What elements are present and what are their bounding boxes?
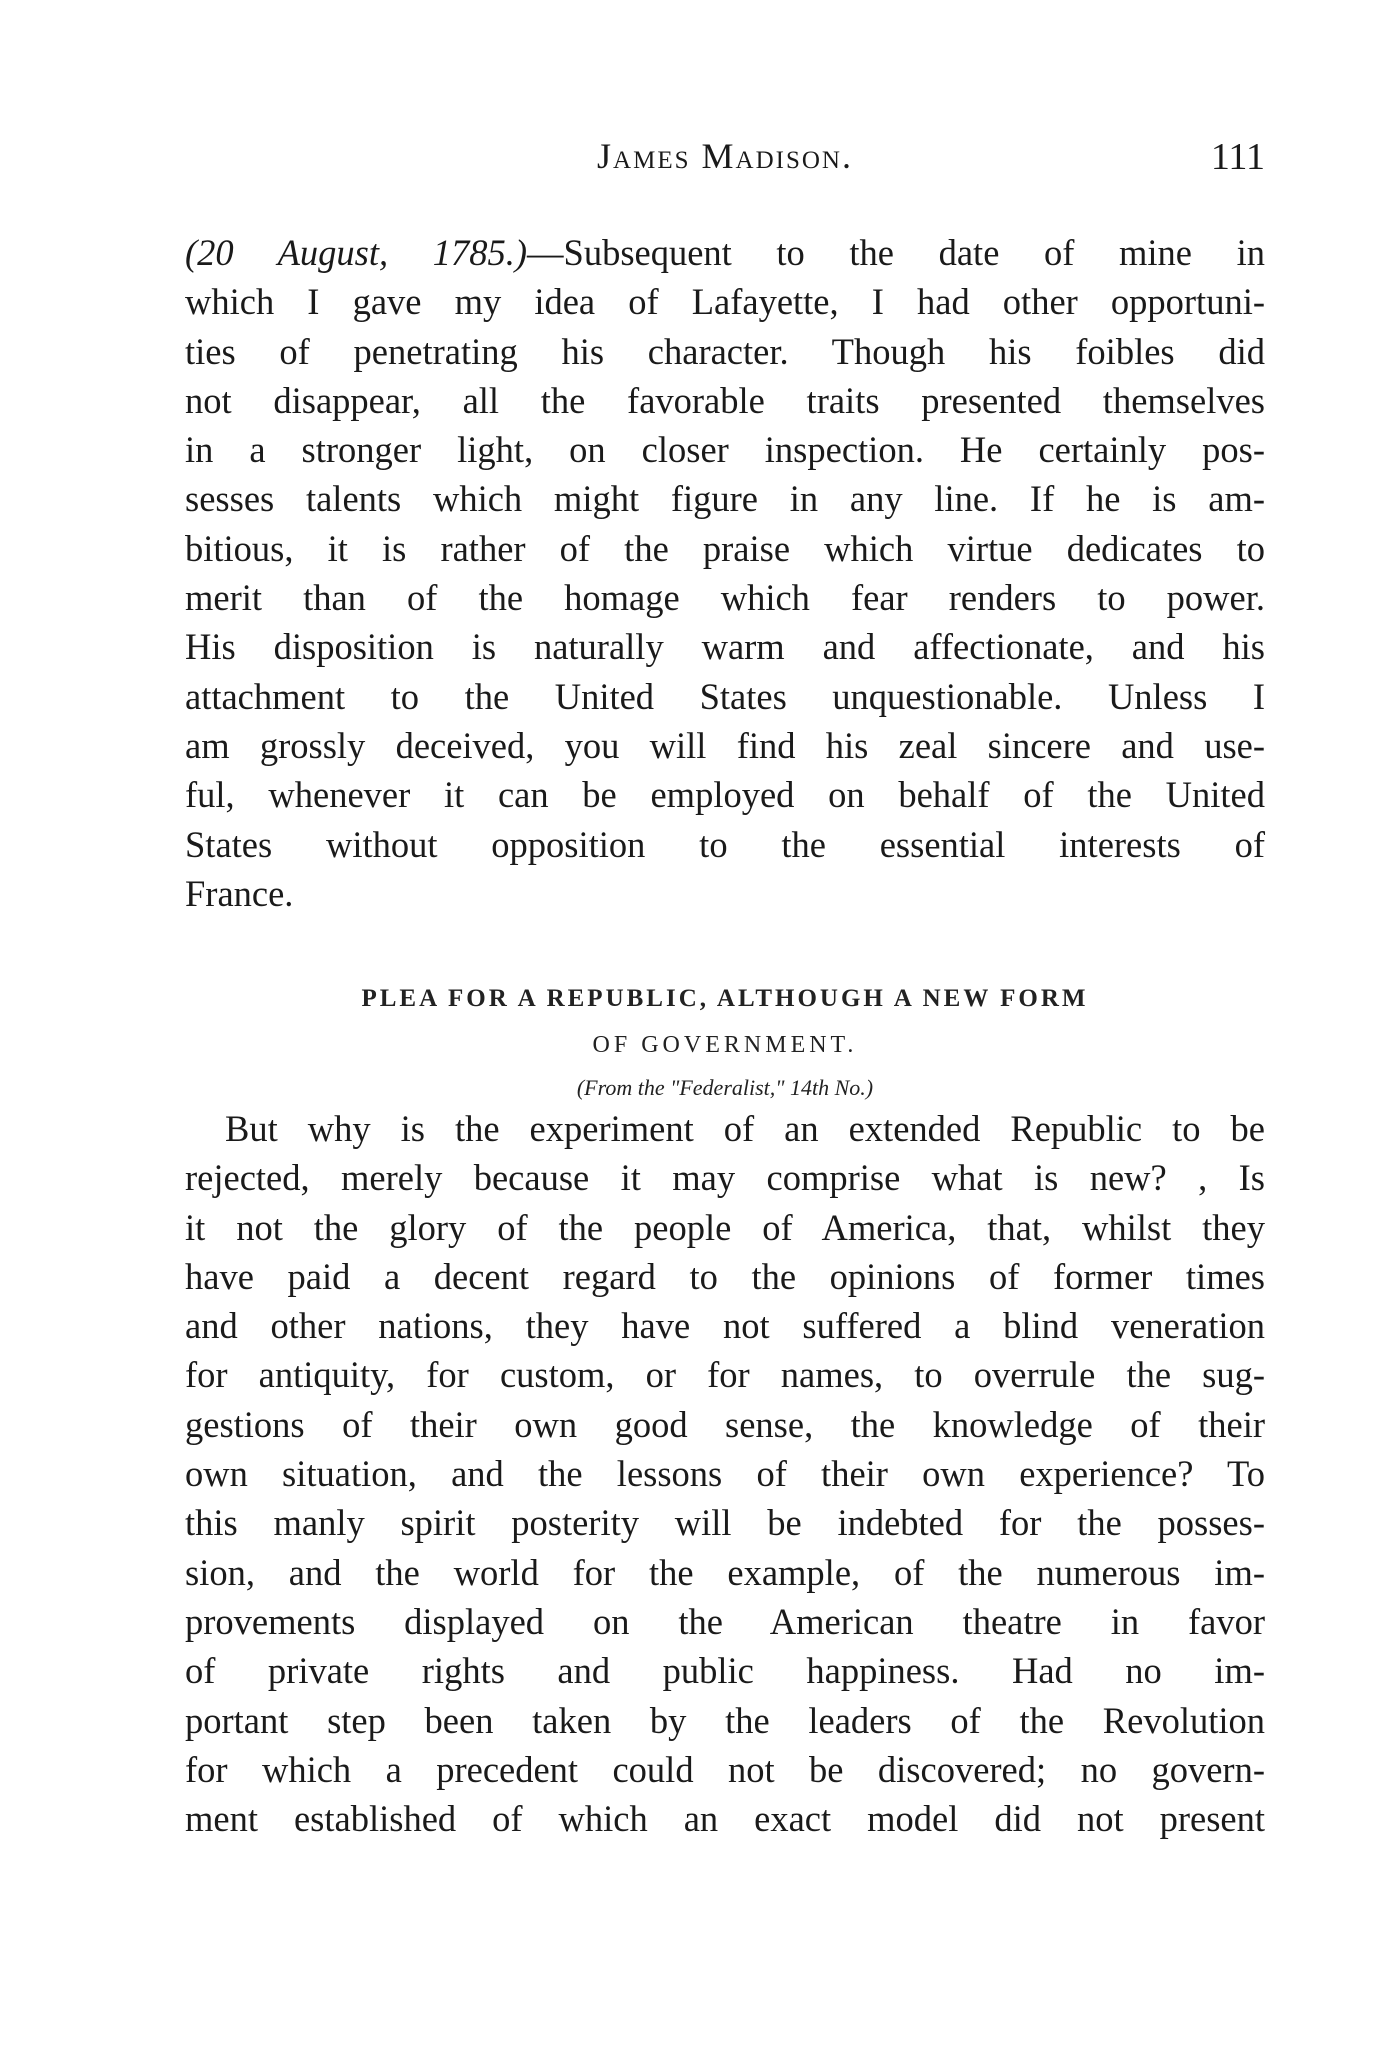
page-number: 111 [1210, 136, 1265, 178]
text-line: gestions of their own good sense, the knowledge of their [185, 1403, 1265, 1445]
text-line: am grossly deceived, you will find his zeal sincere and use- [185, 724, 1265, 766]
running-title: James Madison. [597, 136, 853, 176]
letter-date: (20 August, 1785.) [185, 232, 528, 273]
text-line: But why is the experiment of an extended Republic to be [225, 1108, 1265, 1149]
text-line: this manly spirit posterity will be indebted for the posses- [185, 1502, 1265, 1544]
text-line: sion, and the world for the example, of the numerous im- [185, 1551, 1265, 1593]
text-line: of private rights and public happiness. Had no im- [185, 1650, 1265, 1692]
running-header [185, 135, 1265, 195]
text-line: ties of penetrating his character. Though his foibles did [185, 330, 1265, 372]
section-heading-continued: OF GOVERNMENT. [592, 1032, 858, 1058]
text-line: His disposition is naturally warm and affectionate, and his [185, 626, 1265, 668]
text-line: attachment to the United States unquestionable. Unless I [185, 675, 1265, 717]
text-line: (20 August, 1785.)—Subsequent to the date of mine in [185, 232, 1265, 273]
text-line: own situation, and the lessons of their own experience? To [185, 1453, 1265, 1495]
text-line: ment established of which an exact model did not present [185, 1798, 1265, 1840]
section-heading: PLEA FOR A REPUBLIC, ALTHOUGH A NEW FORM [361, 985, 1089, 1012]
text-line: for antiquity, for custom, or for names, to overrule the sug- [185, 1354, 1265, 1396]
text-line: merit than of the homage which fear renders to power. [185, 577, 1265, 619]
passage-1 [185, 228, 1265, 918]
text-line: States without opposition to the essential interests of [185, 823, 1265, 865]
text-line: sesses talents which might figure in any line. If he is am- [185, 478, 1265, 520]
text-line: it not the glory of the people of America, that, whilst they [185, 1206, 1265, 1248]
text-line: not disappear, all the favorable traits presented themselves [185, 379, 1265, 421]
passage-2 [185, 1104, 1265, 1843]
text-line: ful, whenever it can be employed on behalf of the United [185, 774, 1265, 816]
source-citation: (From the "Federalist," 14th No.) [576, 1075, 874, 1100]
text-line: portant step been taken by the leaders of the Revolution [185, 1699, 1265, 1741]
text-line: have paid a decent regard to the opinions of former times [185, 1255, 1265, 1297]
text-line: for which a precedent could not be discovered; no govern- [185, 1748, 1265, 1790]
text-line: bitious, it is rather of the praise which virtue dedicates to [185, 527, 1265, 569]
text-line: provements displayed on the American theatre in favor [185, 1600, 1265, 1642]
text-line: and other nations, they have not suffered a blind veneration [185, 1305, 1265, 1347]
text-line: France. [185, 872, 294, 914]
text-line: which I gave my idea of Lafayette, I had other opportuni- [185, 281, 1265, 323]
text-line: rejected, merely because it may comprise what is new? , Is [185, 1157, 1265, 1199]
text-line: in a stronger light, on closer inspection. He certainly pos- [185, 429, 1265, 471]
